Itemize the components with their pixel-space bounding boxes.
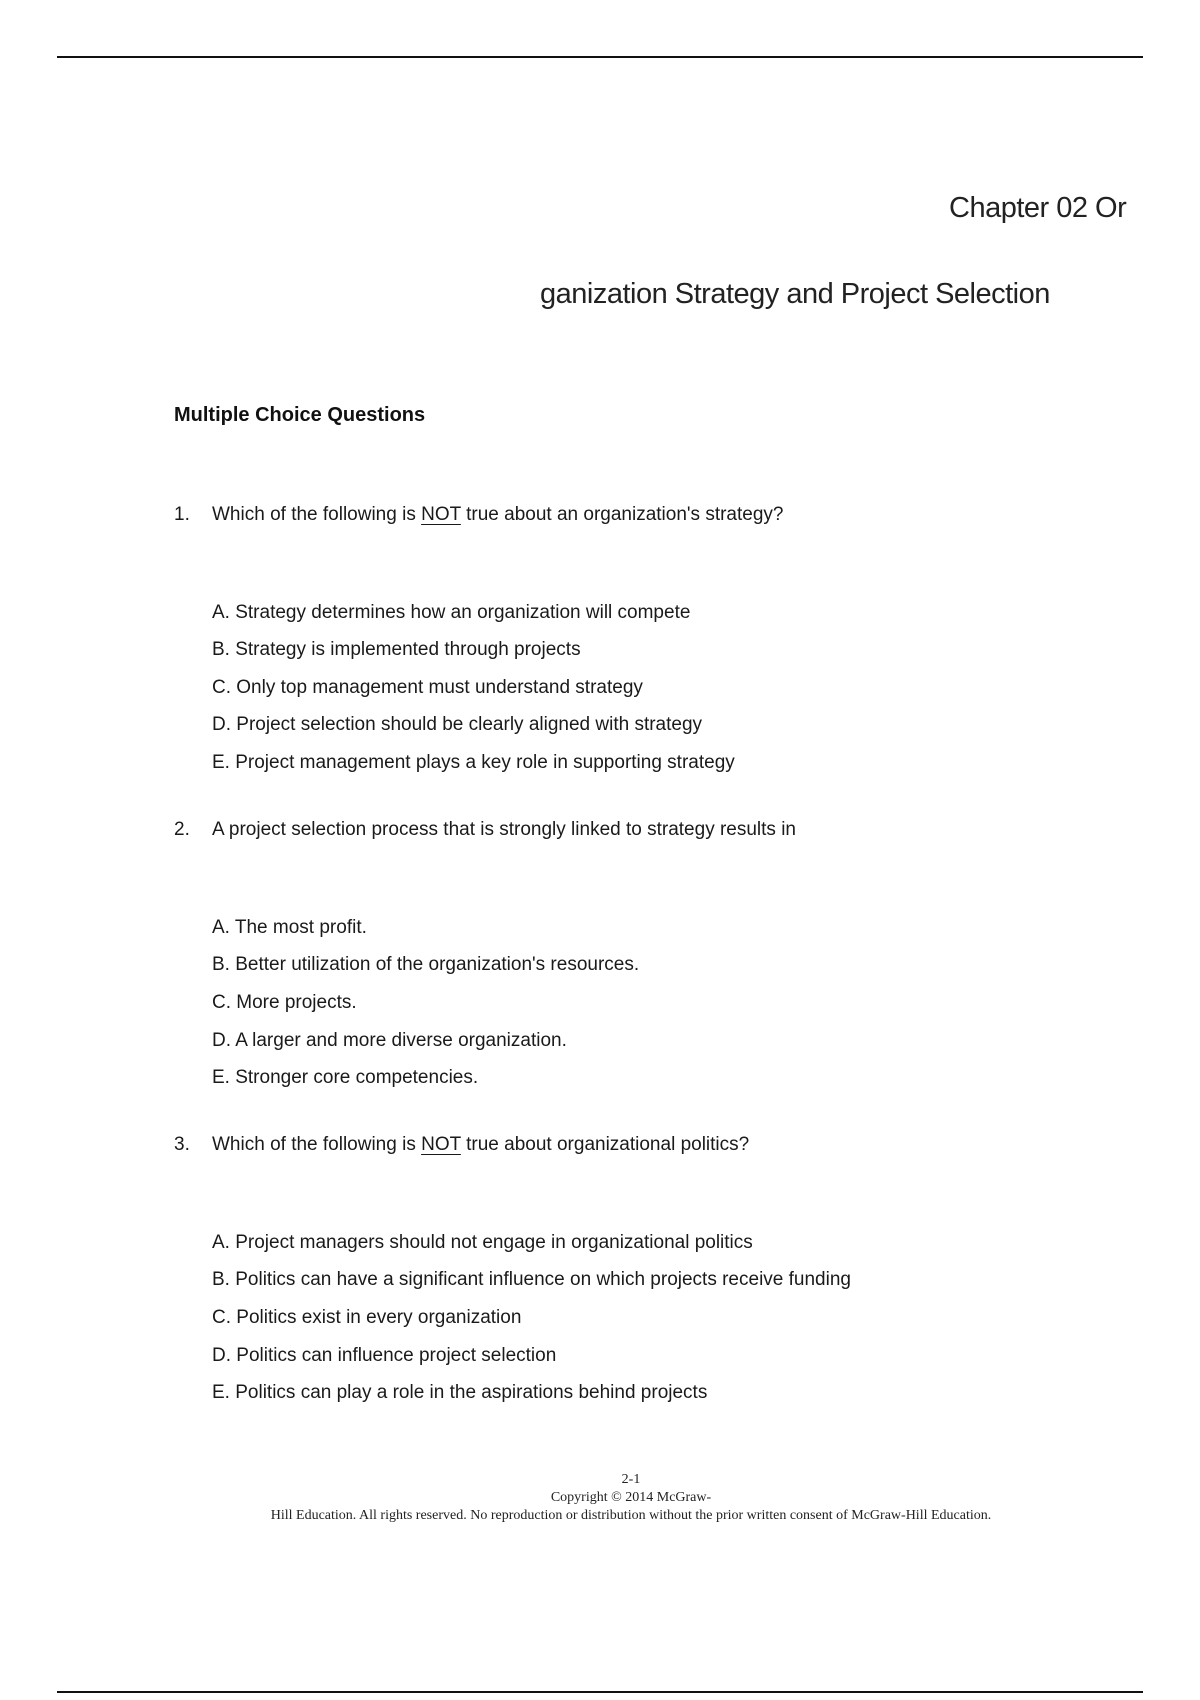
- answer-option: A. Strategy determines how an organization will compete: [212, 602, 691, 623]
- answer-option: A. Project managers should not engage in organizational politics: [212, 1232, 753, 1253]
- copyright-line: Copyright © 2014 McGraw-: [550, 1490, 712, 1505]
- question-text: Which of the following is NOT true about an organization's strategy?: [212, 504, 784, 525]
- answer-option: E. Stronger core competencies.: [212, 1067, 479, 1088]
- answer-option: E. Politics can play a role in the aspirations behind projects: [212, 1382, 708, 1403]
- answer-option: D. A larger and more diverse organization.: [212, 1030, 567, 1051]
- page-number: 2-1: [621, 1472, 641, 1487]
- question-text: Which of the following is NOT true about organizational politics?: [212, 1134, 750, 1155]
- answer-option: D. Project selection should be clearly aligned with strategy: [212, 714, 703, 735]
- answer-option: A. The most profit.: [212, 917, 367, 938]
- question-text: A project selection process that is strongly linked to strategy results in: [212, 819, 796, 840]
- answer-option: B. Politics can have a significant influence on which projects receive funding: [212, 1269, 851, 1290]
- question-number: 3.: [174, 1134, 190, 1155]
- answer-option: B. Strategy is implemented through projects: [212, 639, 581, 660]
- answer-option: C. More projects.: [212, 992, 357, 1013]
- answer-option: C. Politics exist in every organization: [212, 1307, 522, 1328]
- section-heading: Multiple Choice Questions: [174, 404, 426, 426]
- answer-option: E. Project management plays a key role in supporting strategy: [212, 752, 735, 773]
- emphasis-not: NOT: [421, 504, 461, 525]
- top-rule: [57, 56, 1143, 58]
- chapter-title-line2: ganization Strategy and Project Selection: [540, 278, 1050, 310]
- answer-option: C. Only top management must understand strategy: [212, 677, 643, 698]
- rights-line: Hill Education. All rights reserved. No reproduction or distribution without the prior written consent of McGraw-Hill Education.: [270, 1508, 992, 1523]
- question-number: 1.: [174, 504, 190, 525]
- bottom-rule: [57, 1691, 1143, 1693]
- answer-option: D. Politics can influence project selection: [212, 1345, 557, 1366]
- emphasis-not: NOT: [421, 1134, 461, 1155]
- question-number: 2.: [174, 819, 190, 840]
- answer-option: B. Better utilization of the organization's resources.: [212, 954, 640, 975]
- chapter-title-line1: Chapter 02 Or: [949, 192, 1127, 224]
